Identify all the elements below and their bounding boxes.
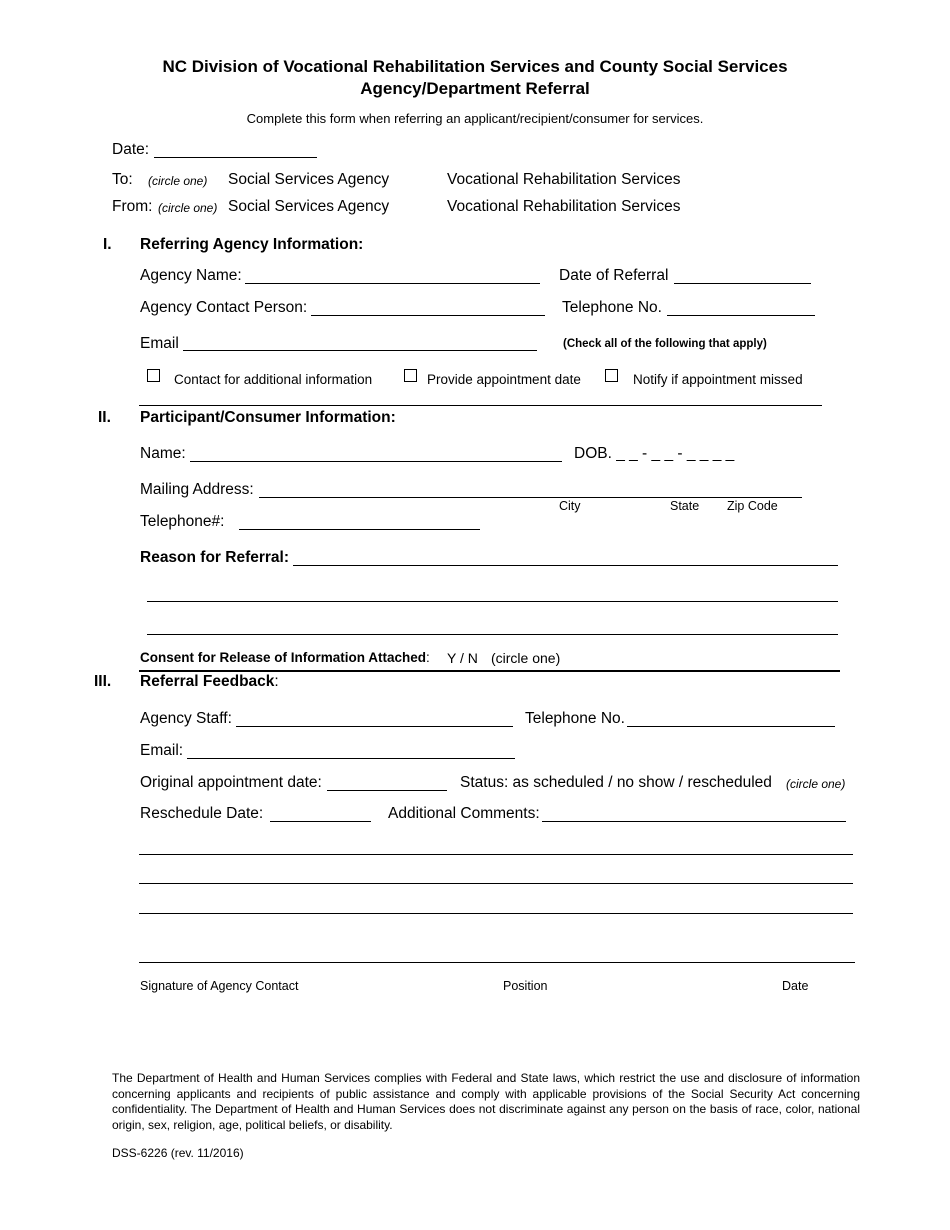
form-title-line2: Agency/Department Referral — [360, 79, 590, 98]
provide-appointment-date-checkbox[interactable] — [404, 369, 417, 382]
date-label: Date: — [112, 141, 150, 158]
feedback-email-label: Email: — [140, 742, 184, 759]
to-label: To: — [112, 171, 133, 188]
additional-comments-label: Additional Comments: — [388, 805, 540, 822]
position-caption: Position — [503, 979, 548, 993]
status-circle-one: (circle one) — [786, 777, 846, 791]
original-appointment-label: Original appointment date: — [140, 774, 322, 791]
section-3-numeral: III. — [94, 673, 112, 690]
to-option-social-services[interactable]: Social Services Agency — [228, 171, 390, 188]
mailing-address-label: Mailing Address: — [140, 481, 254, 498]
agency-staff-field[interactable] — [236, 726, 513, 727]
agency-contact-field[interactable] — [311, 315, 545, 316]
date-caption: Date — [782, 979, 809, 993]
reschedule-date-label: Reschedule Date: — [140, 805, 264, 822]
agency-name-label: Agency Name: — [140, 267, 242, 284]
from-option-social-services[interactable]: Social Services Agency — [228, 198, 390, 215]
provide-appointment-date-label: Provide appointment date — [427, 372, 581, 387]
section-2-heading: Participant/Consumer Information: — [140, 409, 396, 426]
from-option-vocational-rehab[interactable]: Vocational Rehabilitation Services — [447, 198, 681, 215]
comments-line-3[interactable] — [139, 883, 853, 884]
consent-circle-one: (circle one) — [491, 650, 561, 666]
section-2-numeral: II. — [98, 409, 111, 426]
agency-staff-label: Agency Staff: — [140, 710, 232, 727]
consent-label: Consent for Release of Information Attached: — [140, 650, 430, 665]
contact-additional-info-label: Contact for additional information — [174, 372, 373, 387]
section-1-heading: Referring Agency Information: — [140, 236, 364, 253]
notify-appointment-missed-label: Notify if appointment missed — [633, 372, 803, 387]
additional-comments-field[interactable] — [542, 821, 846, 822]
reason-for-referral-field[interactable] — [293, 565, 838, 566]
city-caption: City — [559, 499, 581, 513]
date-of-referral-label: Date of Referral — [559, 267, 669, 284]
state-caption: State — [670, 499, 700, 513]
email-label: Email — [140, 335, 179, 352]
status-options[interactable]: Status: as scheduled / no show / rescheduled — [460, 774, 772, 791]
feedback-email-field[interactable] — [187, 758, 515, 759]
participant-name-field[interactable] — [190, 461, 562, 462]
telephone-label: Telephone No. — [562, 299, 662, 316]
participant-telephone-label: Telephone#: — [140, 513, 225, 530]
participant-name-label: Name: — [140, 445, 186, 462]
date-field[interactable] — [154, 157, 317, 158]
section-divider — [139, 405, 822, 406]
to-option-vocational-rehab[interactable]: Vocational Rehabilitation Services — [447, 171, 681, 188]
section-1-numeral: I. — [103, 236, 112, 253]
agency-contact-label: Agency Contact Person: — [140, 299, 308, 316]
comments-line-2[interactable] — [139, 854, 853, 855]
original-appointment-field[interactable] — [327, 790, 447, 791]
check-all-note: (Check all of the following that apply) — [563, 338, 767, 350]
form-instructions: Complete this form when referring an applicant/recipient/consumer for services. — [246, 111, 704, 126]
dob-field[interactable]: DOB. _ _ - _ _ - _ _ _ _ — [574, 445, 735, 462]
contact-additional-info-checkbox[interactable] — [147, 369, 160, 382]
notify-appointment-missed-checkbox[interactable] — [605, 369, 618, 382]
signature-line[interactable] — [139, 962, 855, 963]
email-field[interactable] — [183, 350, 537, 351]
reschedule-date-field[interactable] — [270, 821, 371, 822]
nondiscrimination-notice: The Department of Health and Human Services complies with Federal and State laws, which restrict the use and disclosure of information concerning applicants and recipients of public assistance and comply with applicable provisions of the Social Security Act concerning confidentiality. The Department of Health and Human Services does not discriminate against any person on the basis of race, color, national origin, sex, religion, age, political beliefs, or disability. — [112, 1071, 860, 1132]
zip-caption: Zip Code — [727, 499, 778, 513]
feedback-telephone-label: Telephone No. — [525, 710, 625, 727]
reason-for-referral-line-2[interactable] — [147, 601, 838, 602]
agency-name-field[interactable] — [245, 283, 540, 284]
reason-for-referral-line-3[interactable] — [147, 634, 838, 635]
mailing-address-field[interactable] — [259, 497, 802, 498]
from-label: From: — [112, 198, 153, 215]
telephone-field[interactable] — [667, 315, 815, 316]
to-circle-one: (circle one) — [148, 174, 208, 188]
form-number: DSS-6226 (rev. 11/2016) — [112, 1146, 244, 1160]
signature-caption: Signature of Agency Contact — [140, 979, 299, 993]
reason-for-referral-label: Reason for Referral: — [140, 549, 290, 566]
from-circle-one: (circle one) — [158, 201, 218, 215]
comments-line-4[interactable] — [139, 913, 853, 914]
date-of-referral-field[interactable] — [674, 283, 811, 284]
consent-yn-options[interactable]: Y / N — [447, 650, 478, 666]
feedback-telephone-field[interactable] — [627, 726, 835, 727]
form-title-line1: NC Division of Vocational Rehabilitation Services and County Social Services — [162, 57, 788, 76]
section-3-heading: Referral Feedback: — [140, 673, 279, 690]
section-divider-thick — [139, 670, 840, 672]
participant-telephone-field[interactable] — [239, 529, 480, 530]
